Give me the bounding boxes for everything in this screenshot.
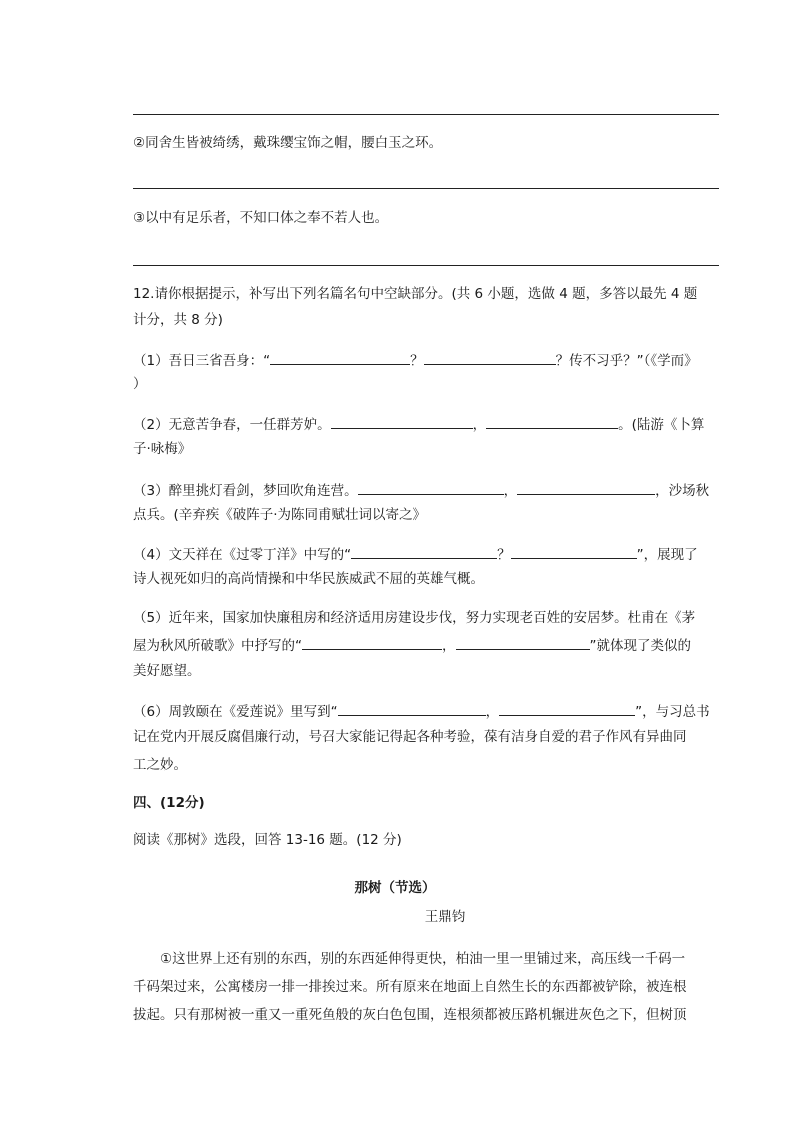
q12-item-5-tail: ”就体现了类似的	[589, 638, 691, 654]
q12-item-6-line-2: 记在党内开展反腐倡廉行动，号召大家能记得起各种考验，葆有洁身自爱的君子作风有异曲同	[133, 729, 687, 745]
q12-item-4-text: （4）文天祥在《过零丁洋》中写的“	[133, 547, 352, 563]
q12-item-2-text: （2）无意苦争春，一任群芳妒。	[133, 417, 331, 433]
fill-blank[interactable]	[486, 413, 618, 429]
q12-item-4-cont: 诗人视死如归的高尚情操和中华民族威武不屈的英雄气概。	[133, 571, 484, 587]
passage-line-2: 千码架过来，公寓楼房一排一排挨过来。所有原来在地面上自然生长的东西都被铲除，被连根	[133, 979, 687, 995]
passage-line-3: 拔起。只有那树被一重又一重死鱼般的灰白色包围，连根须都被压路机辗进灰色之下，但树顶	[133, 1007, 687, 1023]
fill-blank[interactable]	[270, 349, 410, 365]
q12-item-6-line-3: 工之妙。	[133, 757, 187, 773]
q12-item-6-tail: ”，与习总书	[635, 704, 710, 720]
q12-item-1	[133, 349, 723, 371]
answer-line	[133, 265, 719, 266]
q12-item-5-text: 屋为秋风所破歌》中抒写的“	[133, 638, 302, 654]
q12-item-3-sep: ，	[503, 483, 518, 499]
q12-item-6-text: （6）周敦颐在《爱莲说》里写到“	[133, 704, 338, 720]
q12-item-3-tail: ，沙场秋	[655, 483, 710, 499]
fill-blank[interactable]	[351, 543, 497, 559]
fill-blank[interactable]	[456, 634, 590, 650]
q12-item-3-cont: 点兵。(辛弃疾《破阵子·为陈同甫赋壮词以寄之》	[133, 507, 427, 523]
q12-item-2	[133, 413, 723, 435]
section-heading: 四、(12分)	[133, 795, 205, 811]
fill-blank[interactable]	[331, 413, 473, 429]
q12-item-4-tail: ”，展现了	[636, 547, 698, 563]
passage-author: 王鼎钧	[424, 909, 466, 925]
q12-item-1-tail: ？传不习乎？”（《学而》	[555, 353, 698, 369]
q12-item-5: （5）近年来，国家加快廉租房和经济适用房建设步伐，努力实现老百姓的安居梦。杜甫在《茅	[133, 610, 696, 626]
q12-item-4-sep: ？	[497, 547, 511, 563]
translation-item-3: ③以中有足乐者，不知口体之奉不若人也。	[133, 210, 389, 226]
q12-item-1-sep: ？	[410, 353, 424, 369]
q12-item-5-line-3: 美好愿望。	[133, 663, 201, 679]
fill-blank[interactable]	[511, 543, 637, 559]
q12-item-6	[133, 700, 723, 722]
q12-item-1-text: （1）吾日三省吾身：“	[133, 353, 271, 369]
q12-item-2-tail: 。(陆游《卜算	[618, 417, 705, 433]
q12-item-6-sep: ，	[485, 704, 500, 720]
passage-line-1: ①这世界上还有别的东西，别的东西延伸得更快，柏油一里一里铺过来，高压线一千码一	[160, 951, 686, 967]
q12-intro-line-2: 计分，共 8 分)	[133, 312, 223, 328]
translation-item-2: ②同舍生皆被绮绣，戴珠缨宝饰之帽，腰白玉之环。	[133, 135, 443, 151]
q12-item-1-cont: ）	[133, 376, 147, 392]
fill-blank[interactable]	[302, 634, 442, 650]
answer-line	[133, 188, 719, 189]
section-instruction: 阅读《那树》选段，回答 13-16 题。(12 分)	[133, 832, 402, 848]
fill-blank[interactable]	[358, 479, 504, 495]
fill-blank[interactable]	[338, 700, 486, 716]
q12-item-2-cont: 子·咏梅》	[133, 441, 192, 457]
q12-item-4	[133, 543, 723, 565]
q12-item-3-text: （3）醉里挑灯看剑，梦回吹角连营。	[133, 483, 358, 499]
q12-intro-line-1: 12.请你根据提示，补写出下列名篇名句中空缺部分。(共 6 小题，选做 4 题，多答以最先 4 题	[133, 286, 698, 302]
answer-line	[133, 114, 719, 115]
passage-title: 那树（节选）	[354, 880, 436, 896]
fill-blank[interactable]	[499, 700, 635, 716]
q12-item-5-line-2	[133, 634, 723, 656]
fill-blank[interactable]	[517, 479, 655, 495]
q12-item-3	[133, 479, 723, 501]
fill-blank[interactable]	[424, 349, 556, 365]
q12-item-2-sep: ，	[472, 417, 487, 433]
q12-item-5-sep: ，	[442, 638, 456, 654]
